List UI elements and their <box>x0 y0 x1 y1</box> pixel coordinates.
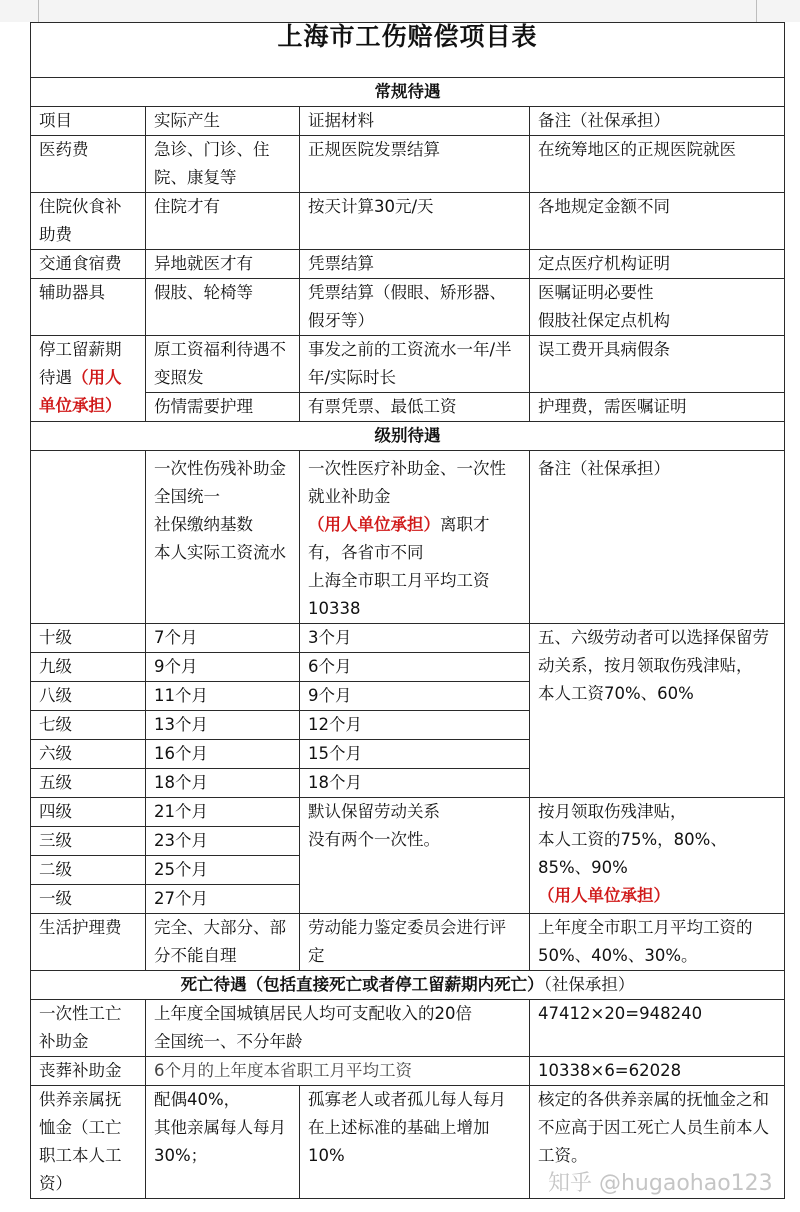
level-label: 一级 <box>31 885 146 914</box>
row-note: 护理费，需医嘱证明 <box>530 393 785 422</box>
table-row <box>31 1000 785 1057</box>
note-header <box>530 451 785 624</box>
table-row <box>31 193 785 250</box>
note-line: 没有两个一次性。 <box>308 830 440 849</box>
header-line: 上海全市职工月平均工资10338 <box>308 571 490 618</box>
row-note: 各地规定金额不同 <box>530 193 785 250</box>
level-header-row <box>31 451 785 624</box>
note-line: 本人工资的75%，80%、85%、90% <box>538 830 727 877</box>
note-line: 默认保留劳动关系 <box>308 802 440 821</box>
title-row <box>31 23 785 78</box>
section-regular: 常规待遇 <box>31 78 785 107</box>
row-note: 核定的各供养亲属的抚恤金之和不应高于因工死亡人员生前本人工资。 <box>530 1086 785 1199</box>
level-disability: 25个月 <box>146 856 300 885</box>
header-line: 备注（社保承担） <box>538 459 670 478</box>
row-note: 上年度全市职工月平均工资的50%、40%、30%。 <box>530 914 785 971</box>
table-row <box>31 136 785 193</box>
level-disability: 9个月 <box>146 653 300 682</box>
level-disability: 23个月 <box>146 827 300 856</box>
row-desc <box>146 1000 530 1057</box>
table-row <box>31 279 785 336</box>
row-occur <box>146 1086 300 1199</box>
level-label: 三级 <box>31 827 146 856</box>
section-death-note: （社保承担） <box>543 975 635 994</box>
row-item: 供养亲属抚恤金（工亡职工本人工资） <box>31 1086 146 1199</box>
row-occur: 异地就医才有 <box>146 250 300 279</box>
level-label: 十级 <box>31 624 146 653</box>
toolbar-divider <box>38 0 39 22</box>
section-row <box>31 422 785 451</box>
level-label: 五级 <box>31 769 146 798</box>
level-medical: 12个月 <box>300 711 530 740</box>
header-line <box>308 455 521 567</box>
section-row <box>31 78 785 107</box>
header-line: 一次性伤残补助金全国统一 <box>154 459 286 506</box>
level-note-1-4 <box>530 798 785 914</box>
desc-line: 上年度全国城镇居民人均可支配收入的20倍 <box>154 1004 472 1023</box>
row-occur: 住院才有 <box>146 193 300 250</box>
desc-line: 全国统一、不分年龄 <box>154 1032 303 1051</box>
level-disability: 11个月 <box>146 682 300 711</box>
medical-header <box>300 451 530 624</box>
header-text: 一次性医疗补助金、一次性就业补助金 <box>308 459 506 506</box>
row-item: 一次性工亡补助金 <box>31 1000 146 1057</box>
row-occur: 伤情需要护理 <box>146 393 300 422</box>
row-item: 生活护理费 <box>31 914 146 971</box>
row-calc: 47412×20=948240 <box>530 1000 785 1057</box>
row-note: 在统筹地区的正规医院就医 <box>530 136 785 193</box>
level-medical: 18个月 <box>300 769 530 798</box>
desc-line: 配偶40%， <box>154 1090 241 1109</box>
header-note: 备注（社保承担） <box>530 107 785 136</box>
row-evidence: 事发之前的工资流水一年/半年/实际时长 <box>300 336 530 393</box>
row-item: 交通食宿费 <box>31 250 146 279</box>
section-level: 级别待遇 <box>31 422 785 451</box>
section-row <box>31 971 785 1000</box>
level-disability: 27个月 <box>146 885 300 914</box>
row-occur: 完全、大部分、部分不能自理 <box>146 914 300 971</box>
level-disability: 18个月 <box>146 769 300 798</box>
level-medical: 15个月 <box>300 740 530 769</box>
row-occur: 假肢、轮椅等 <box>146 279 300 336</box>
header-line: 本人实际工资流水 <box>154 543 286 562</box>
top-toolbar-strip <box>0 0 800 22</box>
row-occur: 急诊、门诊、住院、康复等 <box>146 136 300 193</box>
row-calc: 10338×6=62028 <box>530 1057 785 1086</box>
section-death-title: 死亡待遇（包括直接死亡或者停工留薪期内死亡） <box>180 975 544 994</box>
toolbar-divider <box>756 0 757 22</box>
level-medical: 3个月 <box>300 624 530 653</box>
page-title: 上海市工伤赔偿项目表 <box>31 23 785 78</box>
blank-cell <box>31 451 146 624</box>
employer-pays-label: （用人单位承担） <box>538 886 670 905</box>
header-text: 离职才有，各省市不同 <box>308 515 490 562</box>
level-disability: 13个月 <box>146 711 300 740</box>
row-note: 定点医疗机构证明 <box>530 250 785 279</box>
level-row <box>31 798 785 827</box>
level-label: 九级 <box>31 653 146 682</box>
section-death <box>31 971 785 1000</box>
compensation-table <box>30 22 785 1199</box>
header-line: 社保缴纳基数 <box>154 515 253 534</box>
row-note <box>530 279 785 336</box>
table-row <box>31 914 785 971</box>
level-label: 八级 <box>31 682 146 711</box>
note-line: 医嘱证明必要性 <box>538 283 654 302</box>
disability-header <box>146 451 300 624</box>
row-evidence: 凭票结算（假眼、矫形器、假牙等） <box>300 279 530 336</box>
level-label: 二级 <box>31 856 146 885</box>
level-medical-1-4 <box>300 798 530 914</box>
row-desc: 6个月的上年度本省职工月平均工资 <box>146 1057 530 1086</box>
level-label: 六级 <box>31 740 146 769</box>
note-line: 假肢社保定点机构 <box>538 311 670 330</box>
row-evidence: 正规医院发票结算 <box>300 136 530 193</box>
header-evidence: 证据材料 <box>300 107 530 136</box>
table-row <box>31 250 785 279</box>
row-item: 医药费 <box>31 136 146 193</box>
header-item: 项目 <box>31 107 146 136</box>
employer-pays-label: （用人单位承担） <box>308 515 440 534</box>
row-item: 住院伙食补助费 <box>31 193 146 250</box>
level-disability: 16个月 <box>146 740 300 769</box>
header-occur: 实际产生 <box>146 107 300 136</box>
row-evidence: 按天计算30元/天 <box>300 193 530 250</box>
row-note: 误工费开具病假条 <box>530 336 785 393</box>
note-line: 五、六级劳动者可以选择保留劳动关系，按月领取伤残津贴， <box>538 628 769 675</box>
level-label: 七级 <box>31 711 146 740</box>
row-evidence: 凭票结算 <box>300 250 530 279</box>
note-line: 本人工资70%、60% <box>538 684 694 703</box>
row-item: 辅助器具 <box>31 279 146 336</box>
row-evidence: 孤寡老人或者孤儿每人每月在上述标准的基础上增加10% <box>300 1086 530 1199</box>
level-row <box>31 624 785 653</box>
row-occur: 原工资福利待遇不变照发 <box>146 336 300 393</box>
desc-line: 其他亲属每人每月30%； <box>154 1118 286 1165</box>
level-label: 四级 <box>31 798 146 827</box>
watermark: 知乎 @hugaohao123 <box>548 1171 773 1196</box>
level-medical: 9个月 <box>300 682 530 711</box>
level-medical: 6个月 <box>300 653 530 682</box>
row-evidence: 劳动能力鉴定委员会进行评定 <box>300 914 530 971</box>
table-row <box>31 1057 785 1086</box>
level-note-5-10 <box>530 624 785 798</box>
header-row <box>31 107 785 136</box>
row-item: 丧葬补助金 <box>31 1057 146 1086</box>
row-evidence: 有票凭票、最低工资 <box>300 393 530 422</box>
row-item <box>31 336 146 422</box>
item-text: 停工留薪期待遇 <box>39 340 122 387</box>
level-disability: 7个月 <box>146 624 300 653</box>
table-row <box>31 336 785 393</box>
employer-pays-label: （用人单位承担） <box>39 368 122 415</box>
note-line: 按月领取伤残津贴， <box>538 802 687 821</box>
level-disability: 21个月 <box>146 798 300 827</box>
